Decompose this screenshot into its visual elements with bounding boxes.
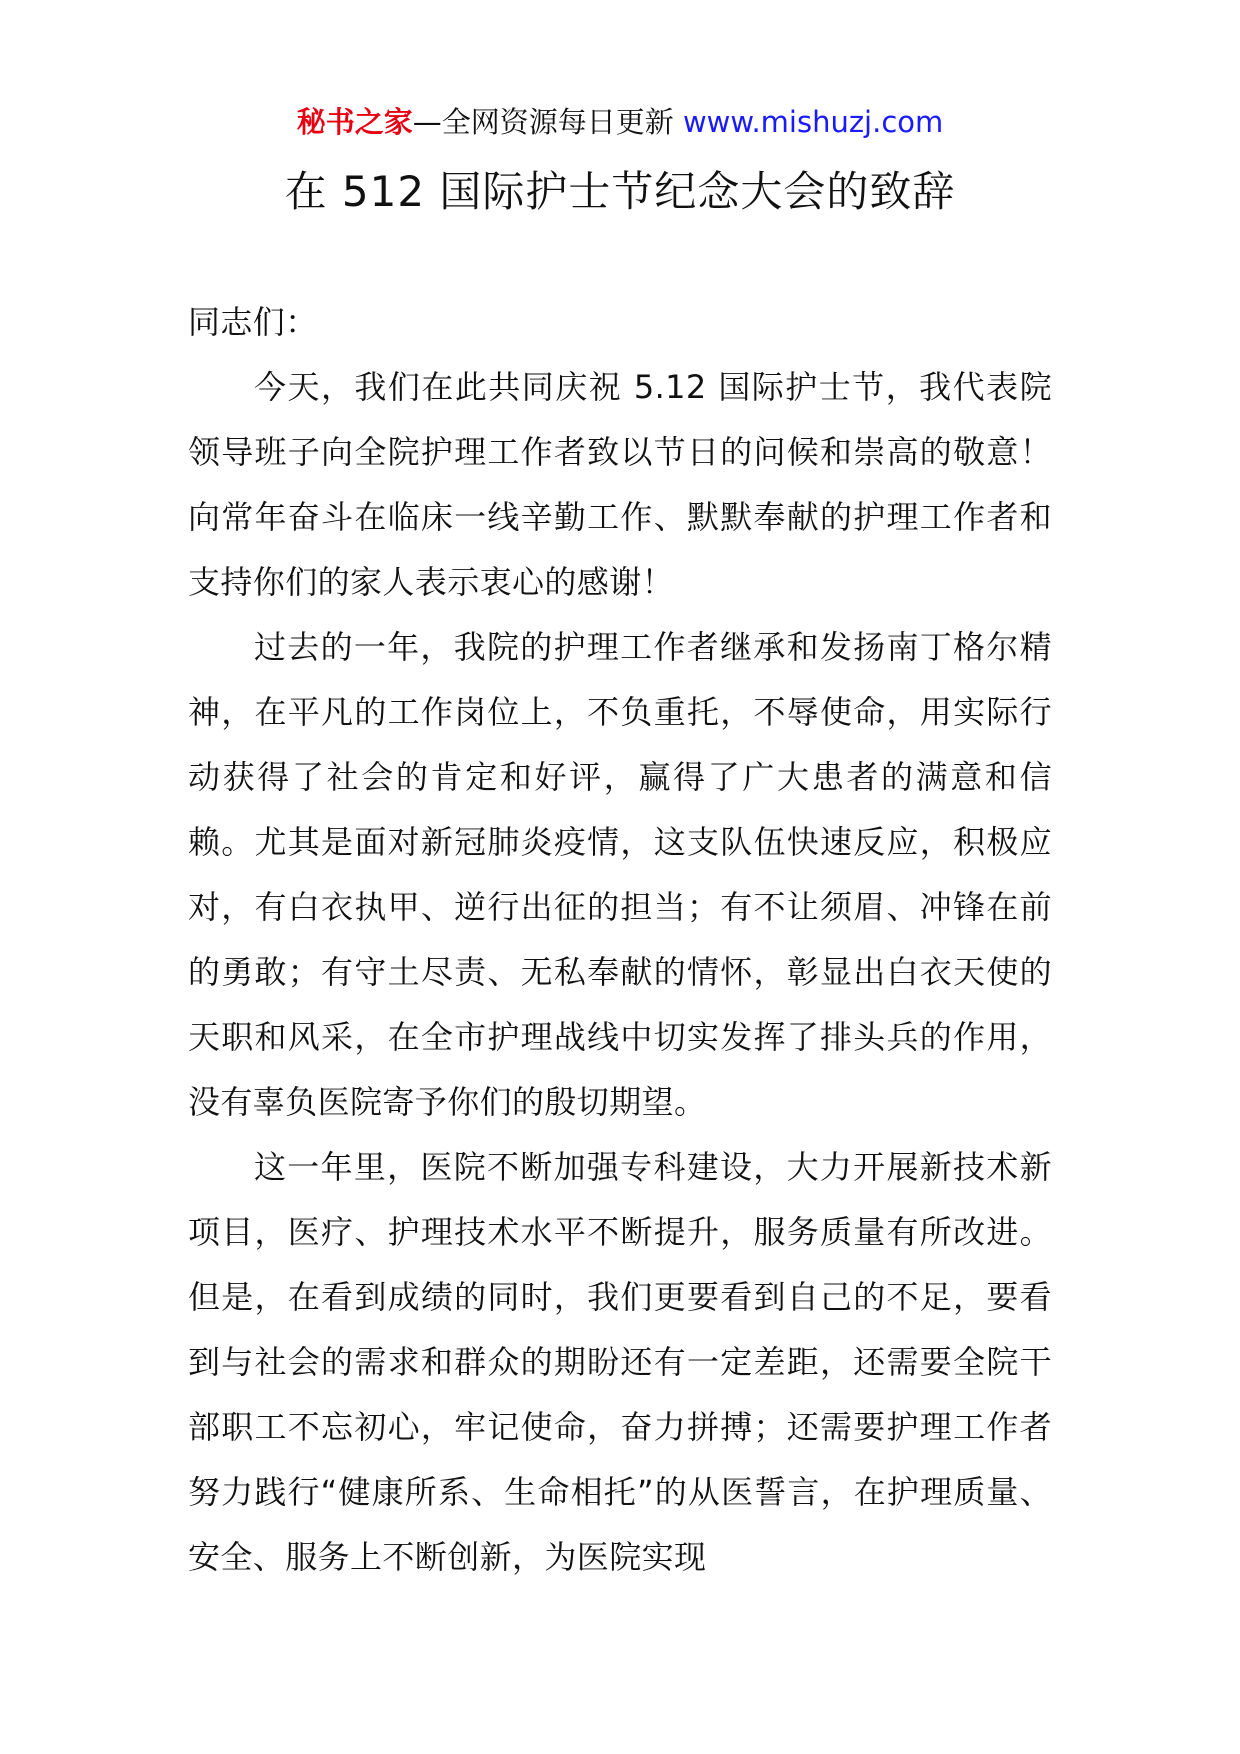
document-title: 在 512 国际护士节纪念大会的致辞	[284, 167, 956, 216]
paragraph-2: 过去的一年，我院的护理工作者继承和发扬南丁格尔精神，在平凡的工作岗位上，不负重托，不辱使命，用实际行动获得了社会的肯定和好评，赢得了广大患者的满意和信赖。尤其是面对新冠肺炎疫情，这支队伍快速反应，积极应对，有白衣执甲、逆行出征的担当；有不让须眉、冲锋在前的勇敢；有守土尽责、无私奉献的情怀，彰显出白衣天使的天职和风采，在全市护理战线中切实发挥了排头兵的作用，没有辜负医院寄予你们的殷切期望。	[188, 628, 1052, 1121]
salutation: 同志们：	[188, 303, 318, 341]
header-slogan: —全网资源每日更新	[412, 105, 683, 139]
paragraph-1: 今天，我们在此共同庆祝 5.12 国际护士节，我代表院领导班子向全院护理工作者致以节日的问候和崇高的敬意！向常年奋斗在临床一线辛勤工作、默默奉献的护理工作者和支持你们的家人表示衷心的感谢！	[188, 368, 1052, 601]
site-url[interactable]: www.mishuzj.com	[682, 105, 944, 139]
paragraph-3: 这一年里，医院不断加强专科建设，大力开展新技术新项目，医疗、护理技术水平不断提升，服务质量有所改进。但是，在看到成绩的同时，我们更要看到自己的不足，要看到与社会的需求和群众的期盼还有一定差距，还需要全院干部职工不忘初心，牢记使命，奋力拼搏；还需要护理工作者努力践行“健康所系、生命相托”的从医誓言，在护理质量、安全、服务上不断创新，为医院实现	[188, 1148, 1052, 1576]
site-header	[0, 100, 1240, 144]
brand-name: 秘书之家	[296, 105, 413, 139]
document-body	[188, 290, 1052, 1590]
